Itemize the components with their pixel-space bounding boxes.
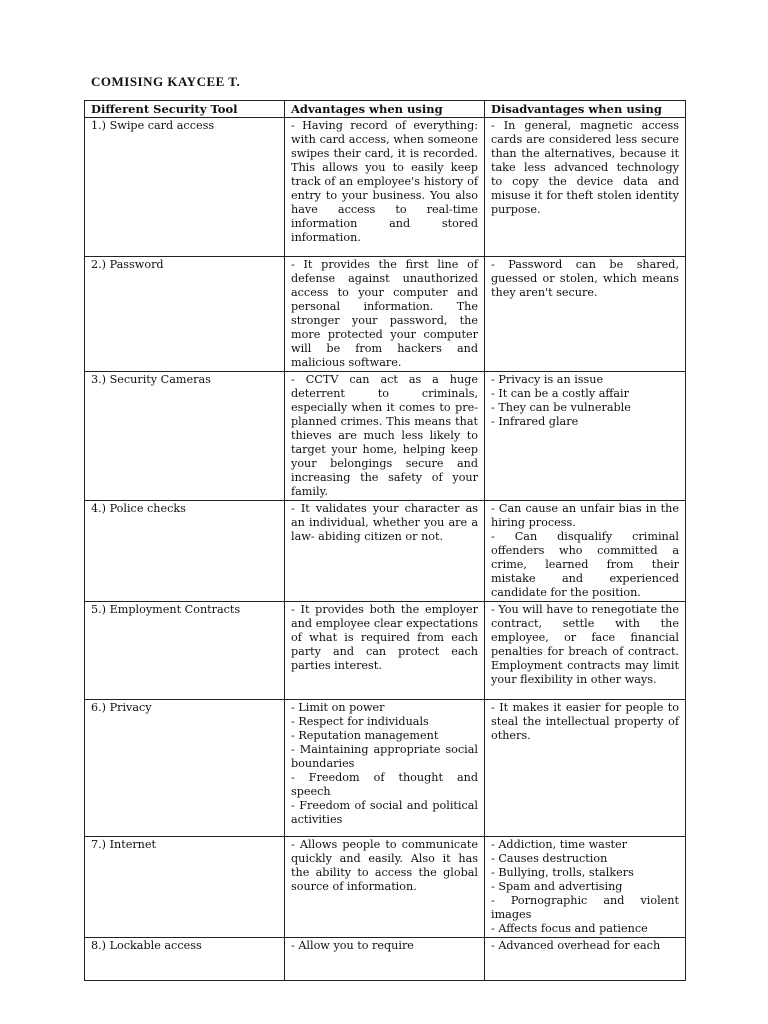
advantages-cell [285,257,485,372]
disadvantages-item: - Advanced overhead for each [491,939,661,952]
advantages-cell [285,700,485,837]
disadvantages-cell [485,118,686,257]
advantages-item: - It provides the first line of defense against unauthorized access to your computer and personal information. The stronger your password, the more protected your computer will be from hackers and malicious software. [291,258,478,369]
tool-cell: 5.) Employment Contracts [85,602,285,700]
table-row [85,118,686,257]
advantages-item: - It provides both the employer and employee clear expectations of what is required from each party and can protect each parties interest. [291,603,478,672]
disadvantages-cell [485,501,686,602]
disadvantages-item: - It can be a costly affair [491,387,629,400]
header-tool: Different Security Tool [85,101,285,118]
table-row [85,938,686,981]
advantages-item: - Reputation management [291,729,439,742]
advantages-item: - CCTV can act as a huge deterrent to criminals, especially when it comes to pre-planned crimes. This means that thieves are much less likely to target your home, helping keep your belongings secure and increasing the safety of your family. [291,373,478,498]
advantages-item: - Freedom of social and political activities [291,799,478,826]
advantages-cell [285,118,485,257]
disadvantages-item: - Can disqualify criminal offenders who committed a crime, learned from their mistake and experienced candidate for the position. [491,530,679,599]
table-row [85,257,686,372]
advantages-item: - Allow you to require [291,939,414,952]
disadvantages-item: - Spam and advertising [491,880,623,893]
advantages-cell [285,602,485,700]
tool-cell: 1.) Swipe card access [85,118,285,257]
advantages-cell [285,837,485,938]
disadvantages-item: - Privacy is an issue [491,373,604,386]
advantages-item: - Having record of everything: with card access, when someone swipes their card, it is recorded. This allows you to easily keep track of an employee's history of entry to your business. You also have access to real-time information and stored information. [291,119,478,244]
table-row [85,700,686,837]
disadvantages-item: - In general, magnetic access cards are considered less secure than the alternatives, because it take less advanced technology to copy the device data and misuse it for theft stolen identity purpose. [491,119,679,216]
disadvantages-cell [485,602,686,700]
security-tools-table [84,100,686,981]
disadvantages-item: - Pornographic and violent images [491,894,679,921]
tool-cell: 8.) Lockable access [85,938,285,981]
disadvantages-cell [485,257,686,372]
advantages-item: - Maintaining appropriate social boundaries [291,743,478,770]
disadvantages-cell [485,372,686,501]
disadvantages-item: - Causes destruction [491,852,608,865]
header-advantages: Advantages when using [285,101,485,118]
table-header-row [85,101,686,118]
disadvantages-item: - Bullying, trolls, stalkers [491,866,634,879]
author-name: COMISING KAYCEE T. [91,74,241,89]
advantages-cell [285,372,485,501]
disadvantages-item: - Can cause an unfair bias in the hiring process. [491,502,679,529]
table-row [85,372,686,501]
disadvantages-item: - Addiction, time waster [491,838,628,851]
advantages-cell [285,501,485,602]
disadvantages-item: - It makes it easier for people to steal the intellectual property of others. [491,701,679,742]
tool-cell: 4.) Police checks [85,501,285,602]
header-disadvantages: Disadvantages when using [485,101,686,118]
disadvantages-item: - You will have to renegotiate the contract, settle with the employee, or face financial penalties for breach of contract. Employment contracts may limit your flexibility in other ways. [491,603,679,686]
table-row [85,602,686,700]
disadvantages-item: - Infrared glare [491,415,579,428]
disadvantages-cell [485,938,686,981]
advantages-item: - Freedom of thought and speech [291,771,478,798]
disadvantages-cell [485,837,686,938]
disadvantages-item: - Password can be shared, guessed or stolen, which means they aren't secure. [491,258,679,299]
tool-cell: 7.) Internet [85,837,285,938]
advantages-item: - Allows people to communicate quickly and easily. Also it has the ability to access the global source of information. [291,838,478,893]
tool-cell: 3.) Security Cameras [85,372,285,501]
disadvantages-item: - They can be vulnerable [491,401,631,414]
tool-cell: 6.) Privacy [85,700,285,837]
advantages-cell [285,938,485,981]
tool-cell: 2.) Password [85,257,285,372]
table-row [85,837,686,938]
advantages-item: - Limit on power [291,701,385,714]
disadvantages-cell [485,700,686,837]
advantages-item: - It validates your character as an individual, whether you are a law- abiding citizen or not. [291,502,478,543]
disadvantages-item: - Affects focus and patience [491,922,648,935]
advantages-item: - Respect for individuals [291,715,429,728]
table-row [85,501,686,602]
